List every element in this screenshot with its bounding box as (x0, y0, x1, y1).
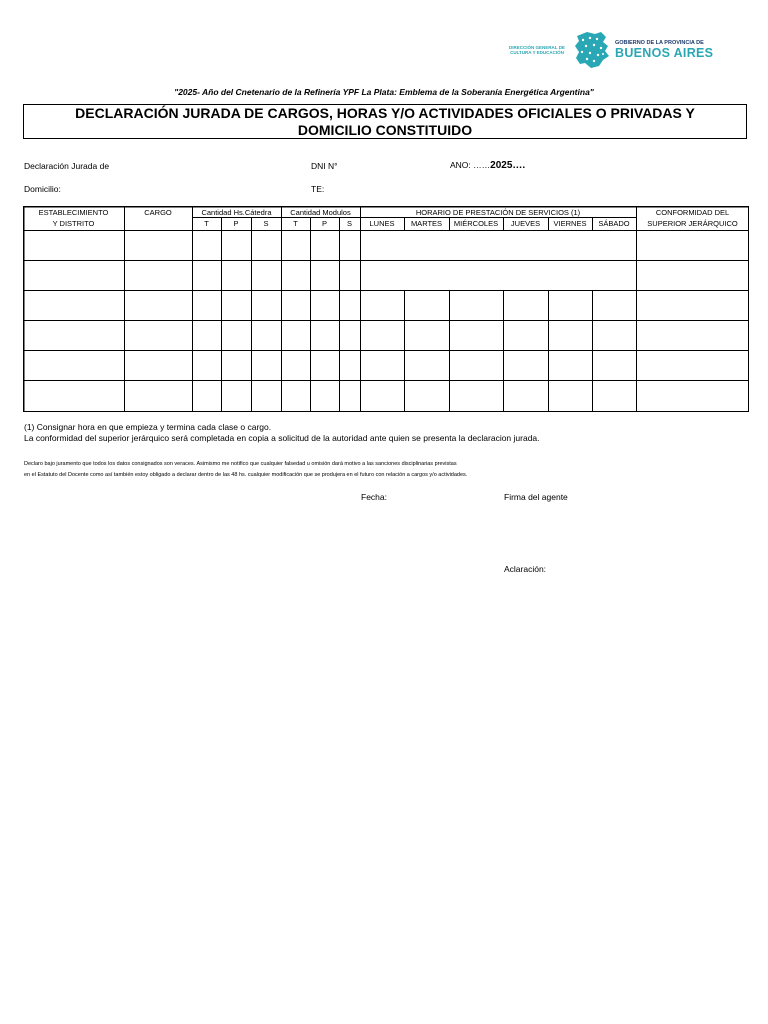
header-day-lunes: LUNES (369, 219, 395, 228)
year-motto: "2025- Año del Cnetenario de la Refinería YPF La Plata: Emblema de la Soberanía Energética Argentina" (174, 87, 594, 97)
header-day-jueves: JUEVES (510, 219, 541, 228)
header-conformidad-line1: CONFORMIDAD DEL (655, 208, 730, 217)
domicilio-label: Domicilio: (24, 184, 61, 194)
header-catedra-s: S (263, 219, 269, 228)
header-day-miercoles: MIÉRCOLES (453, 219, 499, 228)
header-day-sabado: SÁBADO (598, 219, 630, 228)
cargos-table (23, 206, 749, 412)
header-establecimiento (23, 207, 124, 229)
dni-label: DNI N° (311, 161, 338, 171)
header-catedra-p: P (233, 219, 239, 228)
ano-value: 2025…. (490, 160, 526, 171)
ano-field (450, 160, 525, 171)
header-cargo: CARGO (144, 208, 172, 217)
aclaracion-label: Aclaración: (504, 564, 547, 574)
header-cantidad-catedra: Cantidad Hs.Cátedra (201, 208, 272, 217)
sworn-statement-line2: en el Estatuto del Docente como así también estoy obligado a declarar dentro de las 48 hs. cualquier modificación que se produjera en el futuro con relación a cargos y/o actividades. (24, 472, 468, 478)
logo-province-name: BUENOS AIRES (615, 46, 714, 60)
header-day-martes: MARTES (410, 219, 443, 228)
logo-agency-text (505, 45, 569, 55)
table-grid-lines (23, 206, 749, 412)
header-establecimiento-line1: ESTABLECIMIENTO (38, 208, 109, 217)
header-modulos-t: T (293, 219, 298, 228)
footnote-conformity: La conformidad del superior jerárquico será completada en copia a solicitud de la autoridad ante quien se presenta la declaracion jurada. (24, 433, 540, 443)
fecha-label: Fecha: (361, 492, 387, 502)
header-catedra-t: T (204, 219, 209, 228)
header-conformidad-line2: SUPERIOR JERÁRQUICO (647, 219, 738, 228)
sworn-statement (24, 459, 644, 481)
header-modulos-p: P (321, 219, 327, 228)
header-modulos-s: S (346, 219, 352, 228)
header-conformidad (636, 207, 749, 229)
document-title: DECLARACIÓN JURADA DE CARGOS, HORAS Y/O ACTIVIDADES OFICIALES O PRIVADAS Y DOMICILIO CONSTITUIDO (75, 104, 695, 138)
logo-agency-line2: CULTURA Y EDUCACIÓN (510, 50, 564, 55)
government-logo (505, 30, 717, 70)
ano-label: ANO: …… (450, 160, 491, 170)
document-title-box (23, 104, 747, 139)
footnote-hours: (1) Consignar hora en que empieza y termina cada clase o cargo. (24, 422, 272, 432)
te-label: TE: (311, 184, 325, 194)
header-day-viernes: VIERNES (553, 219, 587, 228)
logo-agency-line1: DIRECCIÓN GENERAL DE (509, 45, 565, 50)
declaracion-jurada-label: Declaración Jurada de (24, 161, 110, 171)
logo-government-text: GOBIERNO DE LA PROVINCIA DE (615, 40, 704, 46)
firma-label: Firma del agente (504, 492, 568, 502)
header-cantidad-modulos: Cantidad Modulos (290, 208, 351, 217)
header-horario: HORARIO DE PRESTACIÓN DE SERVICIOS (1) (415, 208, 581, 217)
sworn-statement-line1: Declaro bajo juramento que todos los datos consignados son veraces. Asimismo me notifico que cualquier falsedad u omisión dará motivo a las sanciones disciplinarias previstas (24, 461, 457, 467)
header-establecimiento-line2: Y DISTRITO (52, 219, 95, 228)
province-map-icon (573, 30, 611, 70)
